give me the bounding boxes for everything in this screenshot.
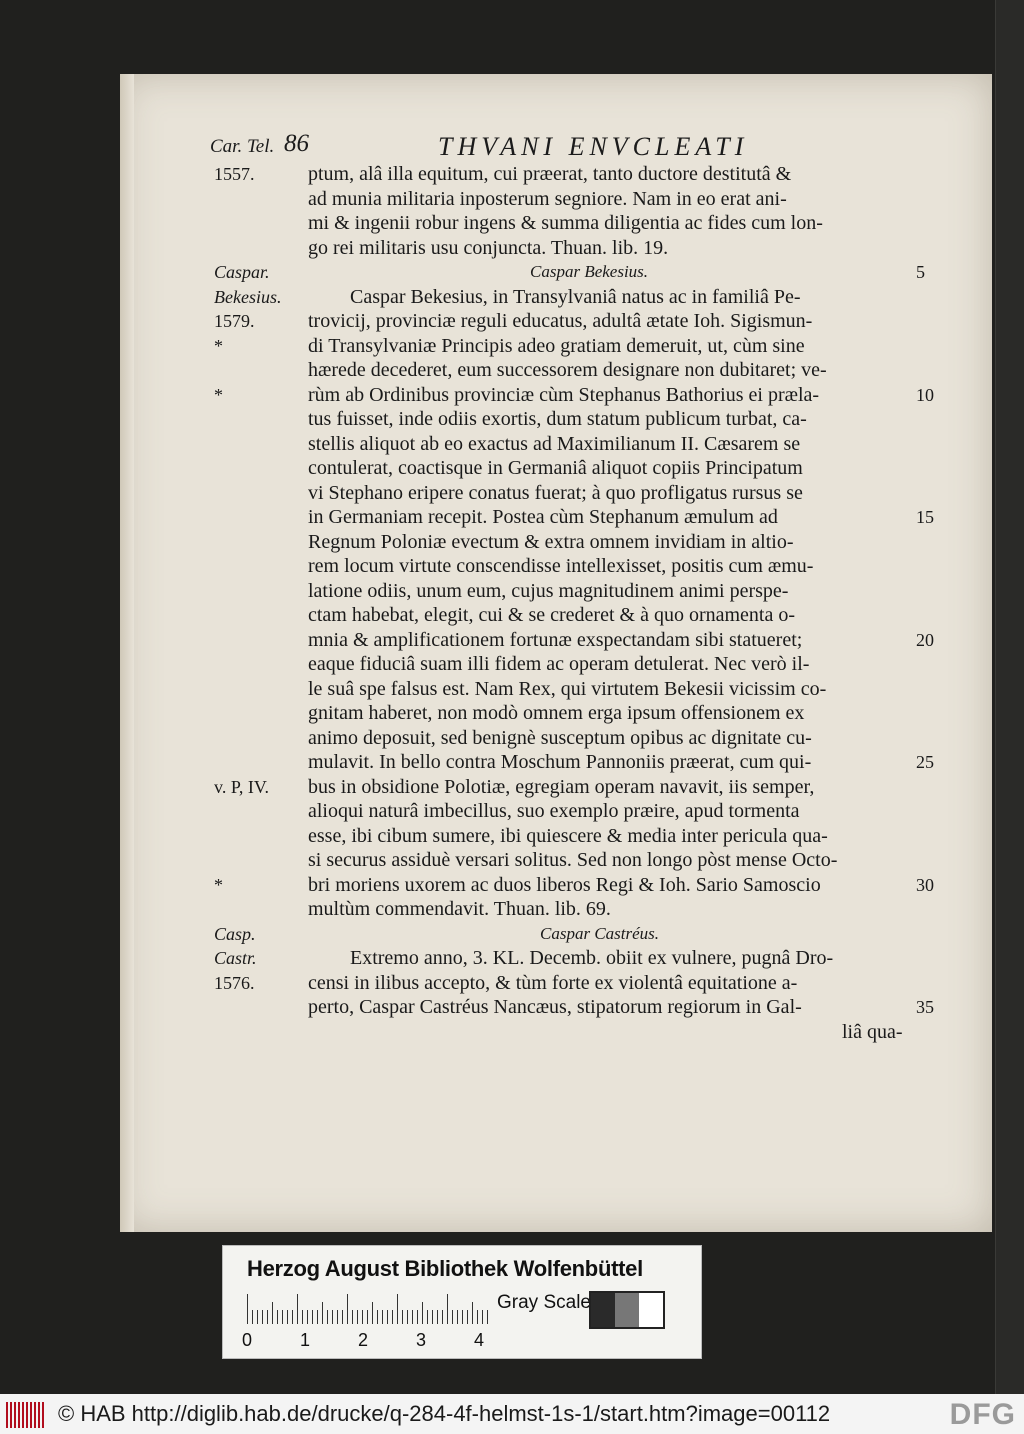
line-text: Extremo anno, 3. KL. Decemb. obiit ex vulnere, pugnâ Dro-: [350, 947, 834, 969]
line-number: 15: [916, 507, 934, 527]
gray-scale-bar: [589, 1291, 665, 1329]
ruler-tick: [332, 1310, 333, 1324]
ruler-tick: [317, 1310, 318, 1324]
line-text: ptum, alâ illa equitum, cui præerat, tanto ductore destitutâ &: [308, 163, 792, 185]
text-line: [120, 848, 992, 873]
line-number: 25: [916, 752, 934, 772]
ruler-tick: [457, 1310, 458, 1324]
text-line: [120, 260, 992, 285]
ruler-tick: [257, 1310, 258, 1324]
text-line: [120, 873, 992, 898]
ruler-tick: [417, 1310, 418, 1324]
ruler-tick: [472, 1302, 473, 1324]
line-text: contulerat, coactisque in Germaniâ aliquot copiis Principatum: [308, 457, 803, 479]
ruler-tick: [382, 1310, 383, 1324]
line-text: di Transylvaniæ Principis adeo gratiam demeruit, ut, cùm sine: [308, 334, 805, 357]
ruler-tick: [437, 1310, 438, 1324]
line-text: multùm commendavit. Thuan. lib. 69.: [308, 898, 611, 920]
ruler-tick: [262, 1310, 263, 1324]
ruler-tick: [462, 1310, 463, 1324]
ruler-tick: [287, 1310, 288, 1324]
line-text: hærede decederet, eum successorem designare non dubitaret; ve-: [308, 359, 827, 381]
ruler-tick: [427, 1310, 428, 1324]
book-page: [120, 74, 992, 1232]
ruler-tick: [487, 1310, 488, 1324]
text-line: [120, 187, 992, 212]
line-text: mulavit. In bello contra Moschum Pannoniis præerat, cum qui-: [308, 751, 812, 773]
ruler-number: 1: [300, 1330, 311, 1350]
ruler-tick: [292, 1310, 293, 1324]
text-line: [120, 824, 992, 849]
hab-logo-icon: [6, 1402, 46, 1428]
ruler-tick: [367, 1310, 368, 1324]
text-line: [120, 677, 992, 702]
copyright-link[interactable]: © HAB http://diglib.hab.de/drucke/q-284-4f-helmst-1s-1/start.htm?image=00112: [58, 1401, 831, 1426]
ruler-tick: [357, 1310, 358, 1324]
ruler-number: 3: [416, 1330, 427, 1350]
section-heading: Caspar Castréus.: [540, 923, 660, 943]
viewer-footer: [0, 1394, 1024, 1434]
line-text: eaque fiduciâ suam illi fidem ac operam detulerat. Nec verò il-: [308, 653, 810, 675]
text-line: [120, 481, 992, 506]
ruler-tick: [407, 1310, 408, 1324]
ruler-tick: [282, 1310, 283, 1324]
ruler-tick: [402, 1310, 403, 1324]
head-margin-note: Car. Tel.: [210, 136, 275, 157]
text-line: [120, 652, 992, 677]
line-text: trovicij, provinciæ reguli educatus, adultâ ætate Ioh. Sigismun-: [308, 310, 813, 332]
dfg-logo: DFG: [949, 1398, 1016, 1431]
ruler-tick: [447, 1294, 448, 1324]
line-text: perto, Caspar Castréus Nancæus, stipatorum regiorum in Gal-: [308, 996, 802, 1018]
text-line: [120, 162, 992, 187]
margin-note: 1557.: [214, 164, 255, 184]
text-line: [120, 971, 992, 996]
ruler-number: 2: [358, 1330, 369, 1350]
line-number: 10: [916, 384, 934, 405]
section-heading: Caspar Bekesius.: [530, 262, 649, 281]
margin-note: Bekesius.: [214, 286, 282, 307]
ruler-number: 0: [242, 1330, 253, 1350]
line-text: vi Stephano eripere conatus fuerat; à quo profligatus rursus se: [308, 481, 803, 504]
text-line: [120, 554, 992, 579]
ruler-tick: [277, 1310, 278, 1324]
text-line: [120, 383, 992, 408]
line-text: stellis aliquot ab eo exactus ad Maximilianum II. Cæsarem se: [308, 432, 801, 455]
color-card: [222, 1245, 702, 1359]
margin-note: Caspar.: [214, 262, 270, 282]
text-line: [120, 726, 992, 751]
text-line: [120, 603, 992, 628]
text-line: [120, 456, 992, 481]
line-text: mnia & amplificationem fortunæ exspectandam sibi statueret;: [308, 628, 803, 651]
ruler-tick: [452, 1310, 453, 1324]
line-text: ad munia militaria inposterum segniore. Nam in eo erat ani-: [308, 187, 787, 210]
margin-note: *: [214, 335, 223, 356]
ruler-tick: [337, 1310, 338, 1324]
ruler-tick: [252, 1310, 253, 1324]
text-line: [120, 922, 992, 947]
text-line: [120, 579, 992, 604]
line-text: Caspar Bekesius, in Transylvaniâ natus ac in familiâ Pe-: [350, 285, 801, 308]
ruler-tick: [312, 1310, 313, 1324]
ruler-tick: [267, 1310, 268, 1324]
margin-note: 1576.: [214, 972, 255, 993]
line-text: esse, ibi cibum sumere, ibi quiescere & media inter pericula qua-: [308, 824, 828, 847]
line-text: bus in obsidione Polotiæ, egregiam operam navavit, iis semper,: [308, 775, 815, 798]
text-line: [120, 432, 992, 457]
text-line: [120, 334, 992, 359]
line-text: liâ qua-: [842, 1020, 903, 1043]
margin-note: 1579.: [214, 311, 255, 331]
line-number: 20: [916, 629, 934, 650]
ruler-tick: [372, 1302, 373, 1324]
ruler-tick: [297, 1294, 298, 1324]
text-line: [120, 211, 992, 236]
text-line: [120, 309, 992, 334]
line-text: latione odiis, unum eum, cujus magnitudinem animi perspe-: [308, 579, 789, 602]
ruler-tick: [327, 1310, 328, 1324]
text-line: [120, 775, 992, 800]
text-line: [120, 358, 992, 383]
margin-note: v. P, IV.: [214, 776, 270, 797]
line-text: rem locum virtute conscendisse intellexisset, positis cum æmu-: [308, 555, 814, 577]
ruler-tick: [302, 1310, 303, 1324]
ruler-tick: [422, 1302, 423, 1324]
text-line: [120, 799, 992, 824]
text-line: [120, 750, 992, 775]
text-line: [120, 897, 992, 922]
ruler-tick: [342, 1310, 343, 1324]
measure-ruler: [247, 1294, 493, 1324]
margin-note: Casp.: [214, 923, 256, 944]
line-text: ctam habebat, elegit, cui & se crederet & à quo ornamenta o-: [308, 604, 796, 626]
ruler-tick: [397, 1294, 398, 1324]
line-text: bri moriens uxorem ac duos liberos Regi & Ioh. Sario Samoscio: [308, 873, 821, 896]
ruler-tick: [377, 1310, 378, 1324]
ruler-tick: [432, 1310, 433, 1324]
ruler-tick: [477, 1310, 478, 1324]
line-number: 35: [916, 997, 934, 1017]
ruler-tick: [247, 1294, 248, 1324]
margin-note: *: [214, 384, 223, 405]
ruler-tick: [352, 1310, 353, 1324]
page-number: 86: [284, 130, 309, 157]
ruler-tick: [442, 1310, 443, 1324]
page-body: [120, 162, 992, 1044]
line-text: animo deposuit, sed benignè susceptum opibus ac dignitate cu-: [308, 726, 812, 749]
text-line: [120, 530, 992, 555]
line-text: go rei militaris usu conjuncta. Thuan. lib. 19.: [308, 236, 669, 259]
line-text: censi in ilibus accepto, & tùm forte ex violentâ equitatione a-: [308, 971, 798, 994]
line-text: gnitam haberet, non modò omnem erga ipsum offensionem ex: [308, 702, 805, 724]
line-text: tus fuisset, inde odiis exortis, dum statum publicum turbat, ca-: [308, 408, 807, 430]
text-line: [120, 628, 992, 653]
gray-scale-label: Gray Scale: [497, 1292, 591, 1313]
line-text: in Germaniam recepit. Postea cùm Stephanum æmulum ad: [308, 506, 778, 528]
text-line: [120, 505, 992, 530]
ruler-numbers: [242, 1330, 502, 1352]
line-text: le suâ spe falsus est. Nam Rex, qui virtutem Bekesii vicissim co-: [308, 677, 827, 700]
ruler-tick: [347, 1294, 348, 1324]
running-title: THVANI ENVCLEATI: [438, 132, 749, 161]
margin-note: Castr.: [214, 948, 257, 968]
ruler-tick: [467, 1310, 468, 1324]
running-head: [210, 130, 990, 164]
ruler-tick: [272, 1302, 273, 1324]
line-number: 30: [916, 874, 934, 895]
ruler-tick: [387, 1310, 388, 1324]
ruler-tick: [307, 1310, 308, 1324]
text-line: [120, 701, 992, 726]
ruler-tick: [322, 1302, 323, 1324]
text-line: [120, 946, 992, 971]
text-line: [120, 1020, 992, 1045]
line-text: alioqui naturâ imbecillus, suo exemplo præire, apud tormenta: [308, 800, 800, 822]
line-text: si securus assiduè versari solitus. Sed non longo pòst mense Octo-: [308, 849, 838, 871]
text-line: [120, 236, 992, 261]
ruler-tick: [412, 1310, 413, 1324]
text-line: [120, 407, 992, 432]
margin-note: *: [214, 874, 223, 895]
book-edge: [995, 0, 1024, 1394]
text-line: [120, 285, 992, 310]
text-line: [120, 995, 992, 1020]
line-text: rùm ab Ordinibus provinciæ cùm Stephanus Bathorius ei præla-: [308, 383, 820, 406]
ruler-tick: [482, 1310, 483, 1324]
line-number: 5: [916, 262, 925, 282]
ruler-number: 4: [474, 1330, 485, 1350]
ruler-tick: [392, 1310, 393, 1324]
ruler-tick: [362, 1310, 363, 1324]
line-text: mi & ingenii robur ingens & summa diligentia ac fides cum lon-: [308, 212, 823, 234]
library-name: Herzog August Bibliothek Wolfenbüttel: [247, 1256, 643, 1281]
line-text: Regnum Poloniæ evectum & extra omnem invidiam in altio-: [308, 530, 794, 553]
